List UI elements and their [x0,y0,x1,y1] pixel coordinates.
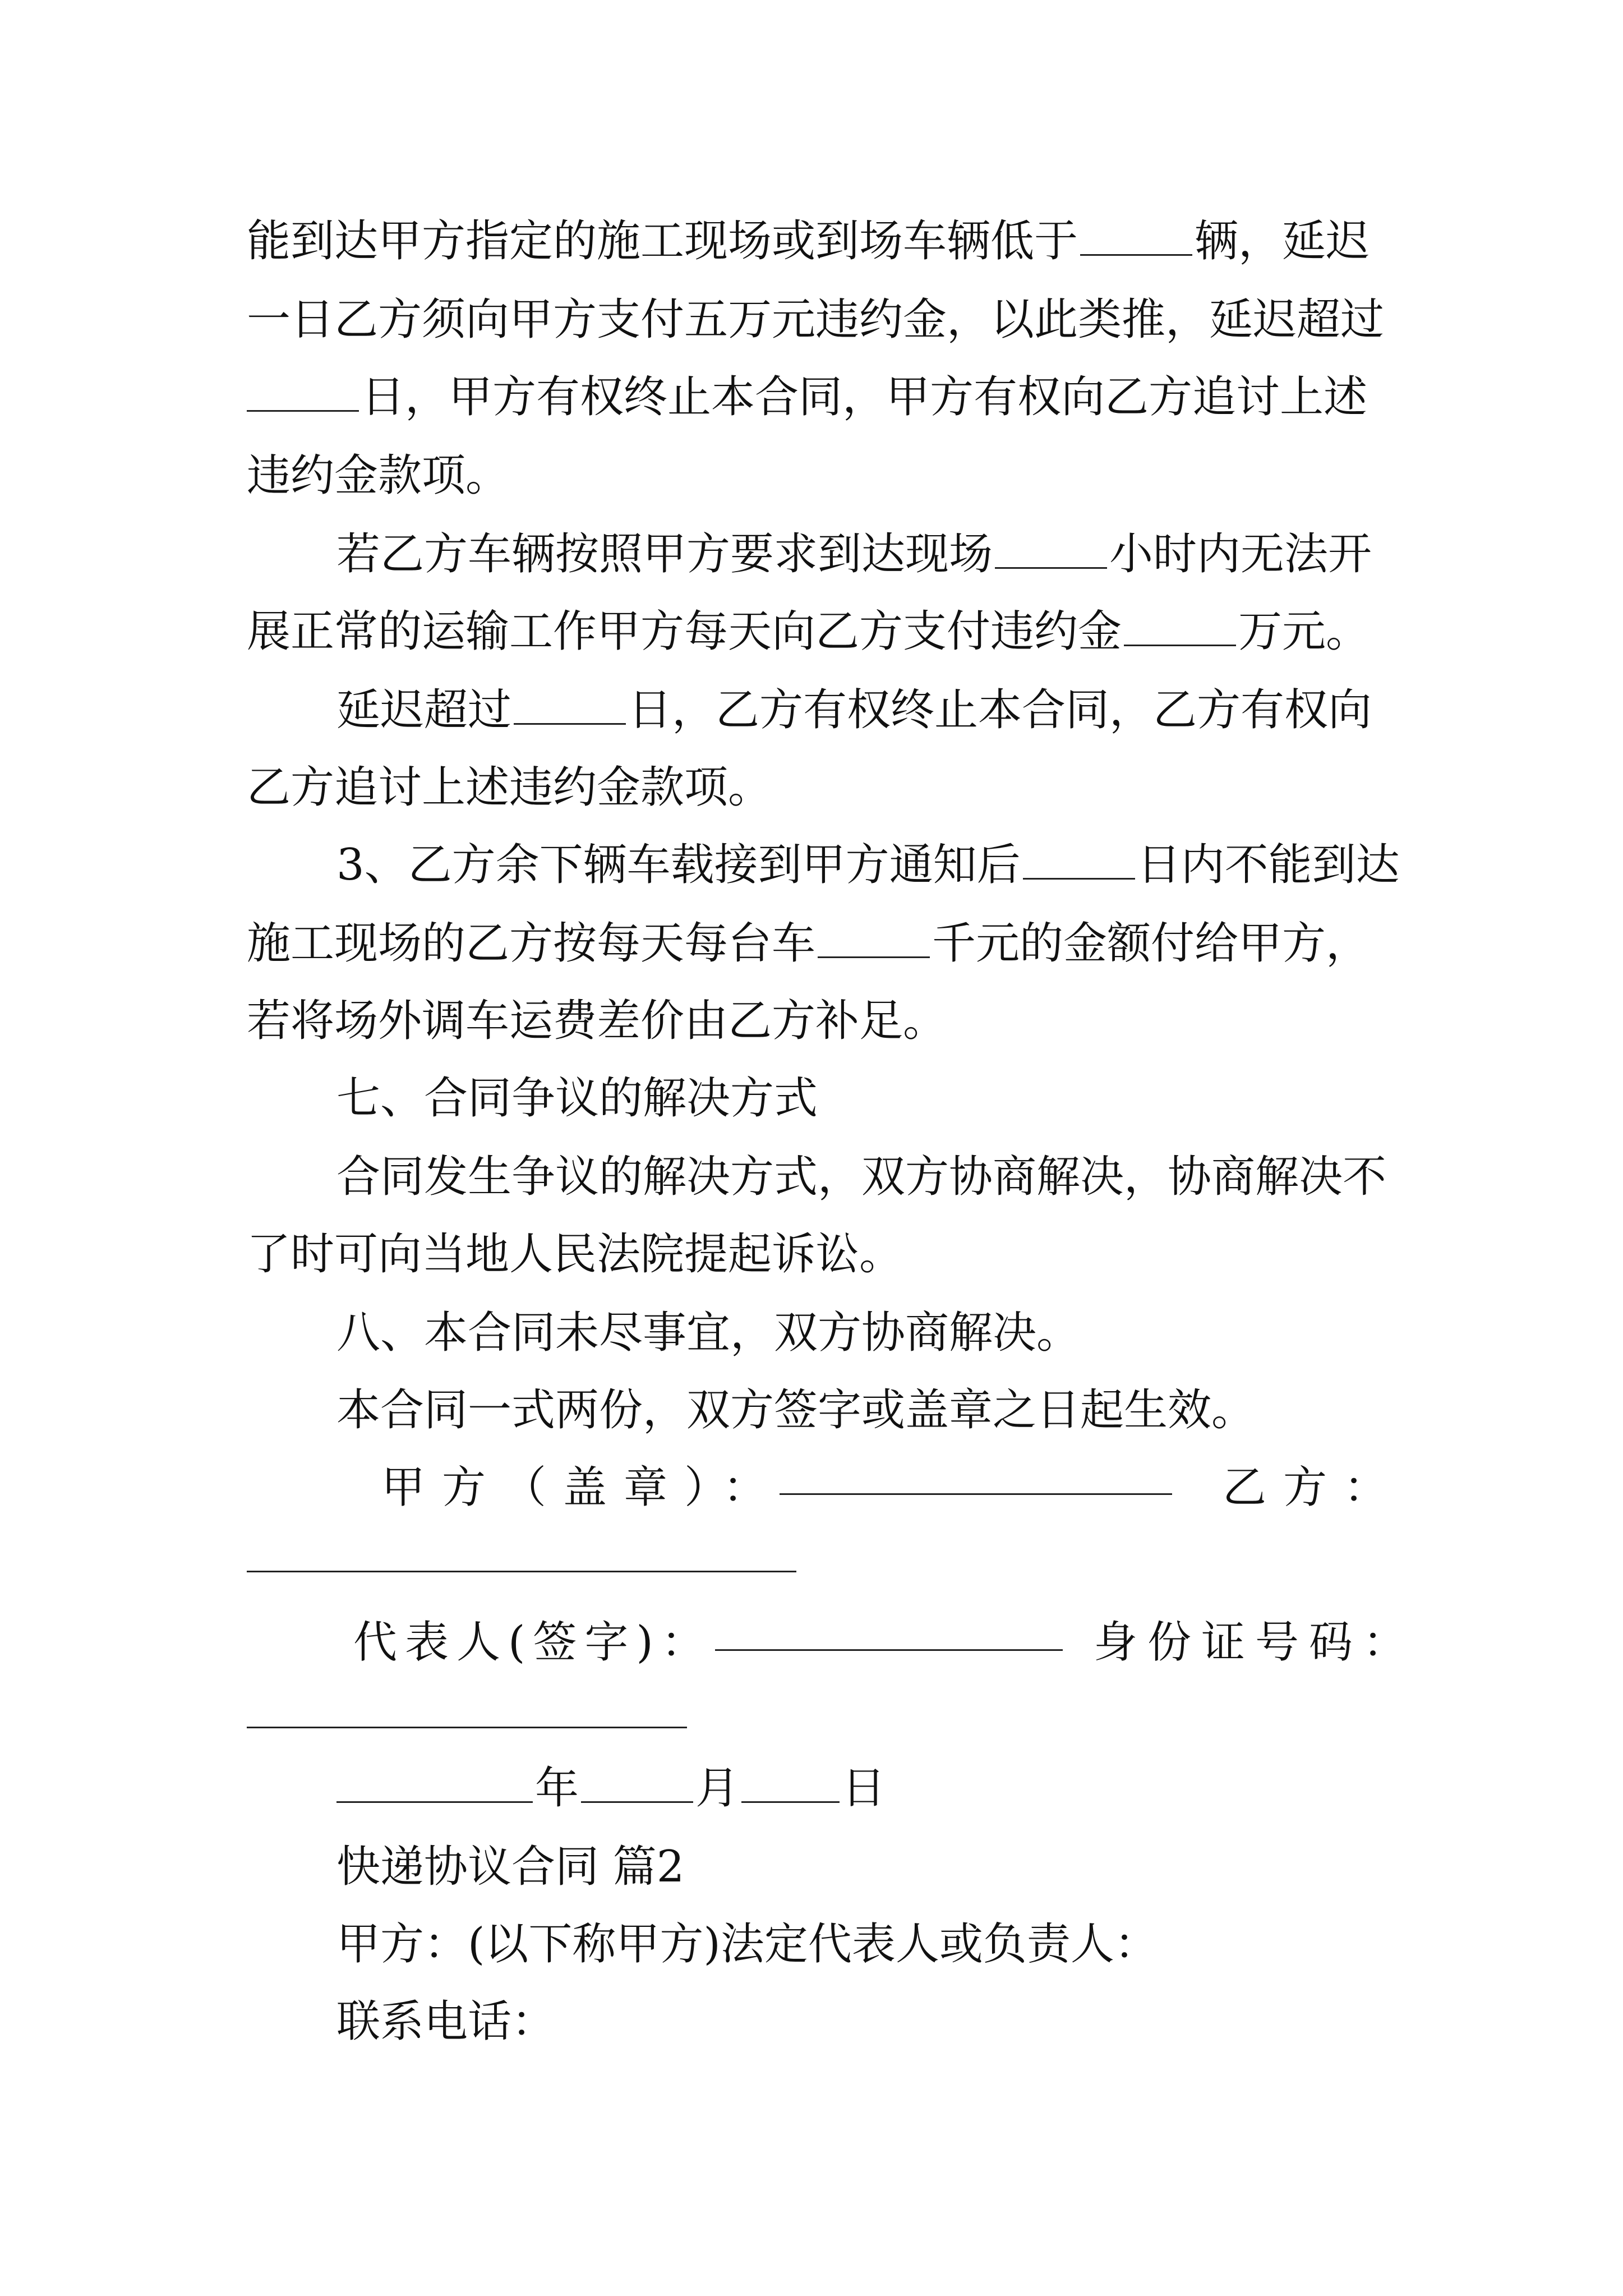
party-a-signature-line [780,1493,1172,1495]
party-b-signature-line [247,1571,796,1572]
fill-blank [247,376,359,412]
paragraph-line: 本合同一式两份，双方签字或盖章之日起生效。 [336,1385,1256,1435]
party-b-label [1223,1461,1405,1515]
year-label: 年 [535,1763,579,1814]
text-segment: 展正常的运输工作甲方每天向乙方支付违约金 [247,606,1122,657]
text-segment: 施工现场的乙方按每天每台车 [247,918,816,969]
date-line [336,1761,1391,1815]
paragraph-line [247,917,1391,970]
paragraph-line: 合同发生争议的解决方式，双方协商解决，协商解决不 [336,1152,1387,1202]
text-segment: 万元。 [1238,606,1370,657]
text-segment: 能到达甲方指定的施工现场或到场车辆低于 [247,216,1078,266]
paragraph-line: 若将场外调车运费差价由乙方补足。 [247,996,947,1046]
fill-blank [1124,611,1236,646]
text-segment: 日，乙方有权终止本合同，乙方有权向 [628,685,1372,735]
paragraph-line [336,838,1400,892]
fill-blank [1023,844,1135,880]
paragraph-line [336,527,1391,581]
paragraph-line [247,605,1391,659]
section-heading: 七、合同争议的解决方式 [336,1073,818,1124]
fill-blank [995,533,1107,569]
party-a-line: 甲方：(以下称甲方)法定代表人或负责人： [336,1919,1158,1970]
year-blank [336,1768,533,1803]
day-label: 日 [842,1763,886,1814]
section-heading: 八、本合同未尽事宜，双方协商解决。 [336,1308,1081,1358]
phone-line: 联系电话： [336,1996,556,2047]
text-segment: 身份证号码： [1094,1617,1417,1668]
id-number-line [247,1727,687,1728]
fill-blank [1080,220,1192,256]
text-segment: 3、乙方余下辆车载接到甲方通知后 [336,840,1021,890]
text-segment: 代表人(签字)： [353,1617,713,1668]
text-segment: 乙方： [1223,1462,1405,1513]
paragraph-line: 了时可向当地人民法院提起诉讼。 [247,1229,903,1280]
text-segment: 若乙方车辆按照甲方要求到达现场 [336,529,993,579]
text-segment: 日内不能到达 [1137,840,1400,890]
id-number-label [1094,1616,1417,1669]
fill-blank [818,923,930,958]
month-blank [581,1768,693,1803]
day-blank [741,1768,840,1803]
paragraph-line [247,214,1391,268]
fill-blank [514,689,626,725]
text-segment: 日，甲方有权终止本合同，甲方有权向乙方追讨上述 [361,372,1368,422]
representative-signature-line [715,1649,1063,1651]
paragraph-line [336,683,1391,737]
text-segment: 千元的金额付给甲方， [932,918,1370,969]
paragraph-line [247,370,1391,424]
text-segment: 延迟超过 [336,685,512,735]
paragraph-line: 乙方追讨上述违约金款项。 [247,762,772,813]
text-segment: 甲方（盖章）： [381,1462,784,1513]
document-title: 快递协议合同 篇2 [336,1842,685,1892]
month-label: 月 [695,1763,740,1814]
paragraph-line: 违约金款项。 [247,450,510,501]
text-segment: 小时内无法开 [1109,529,1372,579]
paragraph-line: 一日乙方须向甲方支付五万元违约金，以此类推，延迟超过 [247,295,1385,345]
text-segment: 辆，延迟 [1195,216,1370,266]
